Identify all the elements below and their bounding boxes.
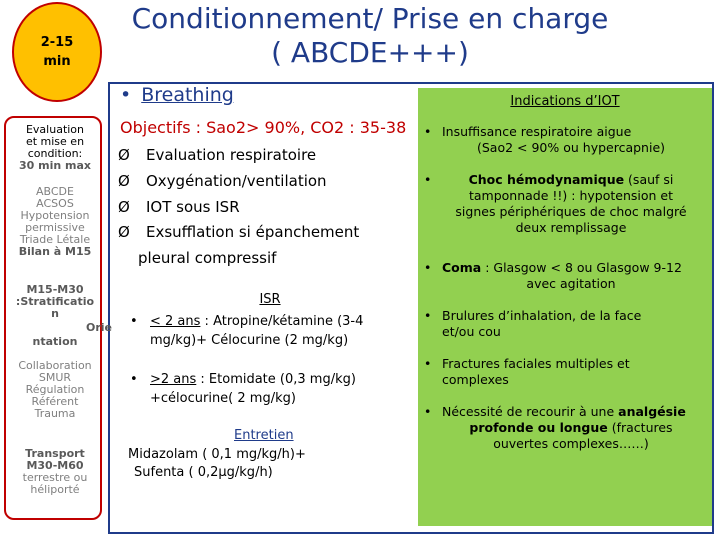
- iot-item: [424, 404, 700, 452]
- timeline-eval-2: et mise en: [25, 135, 85, 148]
- arrow-bullet-icon: Ø: [118, 223, 130, 241]
- check-item: [118, 223, 359, 241]
- timeline-n: n: [51, 307, 59, 320]
- bullet-icon: •: [424, 260, 432, 275]
- iot-item-text: et/ou cou: [442, 324, 501, 339]
- iot-item-text: tamponnade !!) : hypotension et: [468, 188, 674, 203]
- timeline-referent: Référent: [31, 395, 79, 408]
- timeline-orie: Orie: [86, 321, 113, 334]
- dose-over-2: [130, 370, 356, 389]
- iot-item-bold: profonde ou longue: [469, 420, 608, 435]
- dose-over-2-cont: +célocurine( 2 mg/kg): [150, 391, 296, 406]
- breathing-bullet: •: [120, 84, 132, 106]
- timeline-permissive: permissive: [25, 221, 85, 234]
- bullet-icon: •: [424, 404, 432, 419]
- breathing-label: Breathing: [141, 84, 234, 106]
- dose-age: >2 ans: [150, 372, 197, 387]
- timeline-eval-3: condition:: [27, 147, 83, 160]
- dose-under-2-cont: mg/kg)+ Célocurine (2 mg/kg): [150, 333, 349, 348]
- timeline-bilan: Bilan à M15: [18, 245, 92, 258]
- bullet-icon: •: [424, 172, 432, 187]
- dose-text: : Etomidate (0,3 mg/kg): [196, 372, 356, 387]
- timeline-hypotension: Hypotension: [20, 209, 90, 222]
- iot-item-text: Insuffisance respiratoire aigue: [442, 124, 632, 139]
- timeline-eval-4: 30 min max: [18, 159, 91, 172]
- objectives-line: Objectifs : Sao2> 90%, CO2 : 35-38: [120, 118, 407, 137]
- check-continuation: pleural compressif: [138, 249, 277, 267]
- iot-item-text: : Glasgow < 8 ou Glasgow 9-12: [481, 260, 682, 275]
- check-text: Oxygénation/ventilation: [146, 172, 327, 190]
- iot-item-text: complexes: [442, 372, 509, 387]
- check-item: [118, 146, 316, 164]
- maintenance-line: Midazolam ( 0,1 mg/kg/h)+: [128, 447, 306, 462]
- iot-item-text: signes périphériques de choc malgré: [455, 204, 687, 219]
- iot-item-text: Brulures d’inhalation, de la face: [442, 308, 642, 323]
- timeline-m15: M15-M30: [26, 283, 84, 296]
- iot-item: [424, 356, 700, 388]
- breathing-heading: [120, 84, 234, 106]
- iot-item: [424, 124, 700, 156]
- isr-heading: ISR: [259, 292, 281, 307]
- title-line1: Conditionnement/ Prise en charge: [131, 2, 609, 35]
- page-title: [110, 2, 630, 70]
- timeline-abcde: ABCDE: [36, 185, 74, 198]
- iot-item-text: ouvertes complexes……): [493, 436, 649, 451]
- bullet-icon: •: [424, 124, 432, 139]
- timeline-smur: SMUR: [38, 371, 72, 384]
- timeline-regulation: Régulation: [25, 383, 85, 396]
- title-line2: ( ABCDE+++): [271, 36, 469, 69]
- iot-item: [424, 172, 700, 236]
- timeline-terrestre: terrestre ou: [22, 471, 88, 484]
- bullet-icon: •: [130, 372, 138, 387]
- iot-item-text: Nécessité de recourir à une: [442, 404, 619, 419]
- dose-under-2: [130, 312, 363, 331]
- dose-age: < 2 ans: [150, 314, 201, 329]
- arrow-bullet-icon: Ø: [118, 198, 130, 216]
- iot-item-text: (Sao2 < 90% ou hypercapnie): [476, 140, 666, 155]
- dose-text: : Atropine/kétamine (3-4: [200, 314, 364, 329]
- timeline-collaboration: Collaboration: [18, 359, 92, 372]
- check-text: IOT sous ISR: [146, 198, 240, 216]
- iot-item-text: Fractures faciales multiples et: [442, 356, 630, 371]
- iot-heading: Indications d’IOT: [510, 94, 620, 109]
- iot-item-text: (fractures: [607, 420, 673, 435]
- iot-item-bold: Coma: [442, 260, 482, 275]
- arrow-bullet-icon: Ø: [118, 146, 130, 164]
- bullet-icon: •: [424, 308, 432, 323]
- badge-line2: min: [43, 54, 71, 69]
- timeline-m30: M30-M60: [26, 459, 84, 472]
- timeline-trauma: Trauma: [34, 407, 76, 420]
- check-text: Exsufflation si épanchement: [146, 223, 360, 241]
- check-item: [118, 172, 327, 190]
- iot-item-bold: analgésie: [618, 404, 686, 419]
- iot-item-text: avec agitation: [526, 276, 616, 291]
- check-item: [118, 198, 240, 216]
- check-text: Evaluation respiratoire: [146, 146, 317, 164]
- time-badge: [12, 2, 102, 102]
- iot-item-text: deux remplissage: [515, 220, 627, 235]
- timeline-stratification: :Stratificatio: [15, 295, 95, 308]
- arrow-bullet-icon: Ø: [118, 172, 130, 190]
- timeline-transport: Transport: [25, 447, 85, 460]
- iot-item-text: (sauf si: [624, 172, 674, 187]
- iot-item-bold: Choc hémodynamique: [468, 172, 625, 187]
- timeline-ntation: ntation: [32, 335, 78, 348]
- maintenance-line: Sufenta ( 0,2µg/kg/h): [134, 465, 273, 480]
- iot-item: [424, 308, 700, 340]
- badge-line1: 2-15: [40, 35, 74, 50]
- timeline-triade: Triade Létale: [19, 233, 91, 246]
- timeline-heliporte: héliporté: [30, 483, 80, 496]
- timeline-eval-1: Evaluation: [25, 123, 85, 136]
- maintenance-heading: Entretien: [234, 428, 294, 443]
- iot-item: [424, 260, 700, 292]
- timeline-column: [4, 116, 113, 520]
- bullet-icon: •: [424, 356, 432, 371]
- bullet-icon: •: [130, 314, 138, 329]
- timeline-acsos: ACSOS: [36, 197, 74, 210]
